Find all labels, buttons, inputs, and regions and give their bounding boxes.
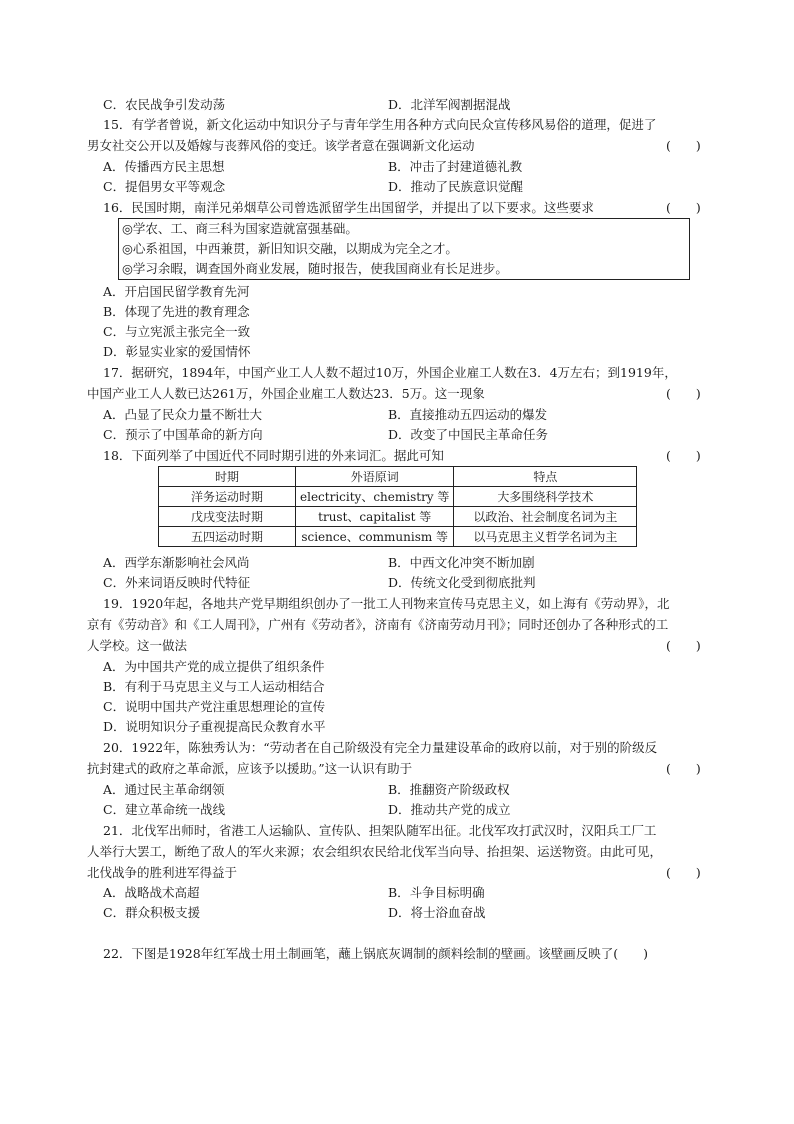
q16-option-a[interactable]: A．开启国民留学教育先河	[103, 284, 250, 299]
q15-option-c[interactable]: C．提倡男女平等观念	[103, 179, 226, 194]
q20-stem-line1: 20．1922年，陈独秀认为：“劳动者在自己阶级没有完全力量建设革命的政府以前，对于别的阶级反	[103, 740, 658, 755]
q19-option-c[interactable]: C．说明中国共产党注重思想理论的宣传	[103, 699, 326, 714]
q19-stem-line1: 19．1920年起，各地共产党早期组织创办了一批工人刊物来宣传马克思主义，如上海有《劳动界》，北	[103, 596, 670, 611]
table-cell: science、communism 等	[296, 527, 454, 547]
q16-stem: 16．民国时期，南洋兄弟烟草公司曾选派留学生出国留学，并提出了以下要求。这些要求	[103, 200, 594, 215]
q21-option-b[interactable]: B．斗争目标明确	[388, 885, 485, 900]
q17-stem-line2: 中国产业工人人数已达261万，外国企业雇工人数达23．5万。这一现象	[87, 386, 485, 401]
table-cell: 以政治、社会制度名词为主	[454, 507, 637, 527]
table-header-original-word: 外语原词	[296, 467, 454, 487]
table-header-row	[159, 467, 637, 487]
table-row	[159, 507, 637, 527]
q21-option-c[interactable]: C．群众积极支援	[103, 905, 201, 920]
q17-option-a[interactable]: A．凸显了民众力量不断壮大	[103, 407, 263, 422]
q15-option-d[interactable]: D．推动了民族意识觉醒	[388, 179, 524, 194]
table-header-feature: 特点	[454, 467, 637, 487]
q14-option-d[interactable]: D．北洋军阀割据混战	[388, 97, 511, 112]
table-row	[159, 487, 637, 507]
q21-option-d[interactable]: D．将士浴血奋战	[388, 905, 486, 920]
table-cell: electricity、chemistry 等	[296, 487, 454, 507]
q21-option-a[interactable]: A．战略战术高超	[103, 885, 200, 900]
table-cell: trust、capitalist 等	[296, 507, 454, 527]
q15-stem-line2: 男女社交公开以及婚嫁与丧葬风俗的变迁。该学者意在强调新文化运动	[87, 138, 475, 153]
q20-option-d[interactable]: D．推动共产党的成立	[388, 802, 511, 817]
q17-option-d[interactable]: D．改变了中国民主革命任务	[388, 427, 549, 442]
q17-option-c[interactable]: C．预示了中国革命的新方向	[103, 427, 263, 442]
q16-option-b[interactable]: B．体现了先进的教育理念	[103, 304, 250, 319]
q22-stem: 22．下图是1928年红军战士用土制画笔，蘸上锅底灰调制的颜料绘制的壁画。该壁画反映了( )	[103, 946, 648, 961]
q21-stem-line1: 21．北伐军出师时，省港工人运输队、宣传队、担架队随军出征。北伐军攻打武汉时，汉阳兵工厂工	[103, 823, 657, 838]
q19-option-a[interactable]: A．为中国共产党的成立提供了组织条件	[103, 659, 325, 674]
q16-requirements-box	[118, 218, 690, 280]
q21-stem-line3: 北伐战争的胜利进军得益于	[87, 865, 238, 880]
q16-box-line1: ◎学农、工、商三科为国家造就富强基础。	[122, 221, 358, 236]
q19-option-b[interactable]: B．有利于马克思主义与工人运动相结合	[103, 679, 325, 694]
q17-answer-paren[interactable]: ( )	[666, 386, 701, 401]
q18-vocabulary-table	[158, 466, 637, 547]
q19-answer-paren[interactable]: ( )	[666, 638, 701, 653]
q19-stem-line3: 人学校。这一做法	[87, 638, 188, 653]
q19-option-d[interactable]: D．说明知识分子重视提高民众教育水平	[103, 719, 326, 734]
q18-option-a[interactable]: A．西学东渐影响社会风尚	[103, 555, 250, 570]
q18-answer-paren[interactable]: ( )	[666, 448, 701, 463]
q17-stem-line1: 17．据研究，1894年，中国产业工人人数不超过10万，外国企业雇工人数在3．4万左右；到1919年，	[103, 365, 677, 380]
q20-option-c[interactable]: C．建立革命统一战线	[103, 802, 226, 817]
q15-stem-line1: 15．有学者曾说，新文化运动中知识分子与青年学生用各种方式向民众宣传移风易俗的道理，促进了	[103, 117, 657, 132]
table-cell: 戊戌变法时期	[159, 507, 296, 527]
q19-stem-line2: 京有《劳动音》和《工人周刊》，广州有《劳动者》，济南有《济南劳动月刊》；同时还创办了各种形式的工	[87, 617, 669, 632]
q16-answer-paren[interactable]: ( )	[666, 200, 701, 215]
q16-option-d[interactable]: D．彰显实业家的爱国情怀	[103, 344, 251, 359]
table-cell: 大多围绕科学技术	[454, 487, 637, 507]
q20-option-a[interactable]: A．通过民主革命纲领	[103, 782, 225, 797]
q21-stem-line2: 人举行大罢工，断绝了敌人的军火来源；农会组织农民给北伐军当向导、抬担架、运送物资。由此可见，	[87, 844, 663, 859]
q15-answer-paren[interactable]: ( )	[666, 138, 701, 153]
q16-box-line2: ◎心系祖国，中西兼贯，新旧知识交融，以期成为完全之才。	[122, 241, 458, 256]
q20-answer-paren[interactable]: ( )	[666, 761, 701, 776]
q20-option-b[interactable]: B．推翻资产阶级政权	[388, 782, 510, 797]
q18-option-d[interactable]: D．传统文化受到彻底批判	[388, 575, 536, 590]
q21-answer-paren[interactable]: ( )	[666, 865, 701, 880]
q17-option-b[interactable]: B．直接推动五四运动的爆发	[388, 407, 548, 422]
table-header-period: 时期	[159, 467, 296, 487]
table-cell: 以马克思主义哲学名词为主	[454, 527, 637, 547]
table-cell: 洋务运动时期	[159, 487, 296, 507]
q20-stem-line2: 抗封建式的政府之革命派，应该予以援助。”这一认识有助于	[87, 761, 413, 776]
q18-option-b[interactable]: B．中西文化冲突不断加剧	[388, 555, 535, 570]
q14-option-c[interactable]: C．农民战争引发动荡	[103, 97, 226, 112]
q18-stem: 18．下面列举了中国近代不同时期引进的外来词汇。据此可知	[103, 448, 444, 463]
table-cell: 五四运动时期	[159, 527, 296, 547]
table-row	[159, 527, 637, 547]
q16-option-c[interactable]: C．与立宪派主张完全一致	[103, 324, 251, 339]
q15-option-b[interactable]: B．冲击了封建道德礼教	[388, 159, 523, 174]
q15-option-a[interactable]: A．传播西方民主思想	[103, 159, 225, 174]
q16-box-line3: ◎学习余暇，调查国外商业发展，随时报告，使我国商业有长足进步。	[122, 261, 508, 276]
q18-option-c[interactable]: C．外来词语反映时代特征	[103, 575, 251, 590]
